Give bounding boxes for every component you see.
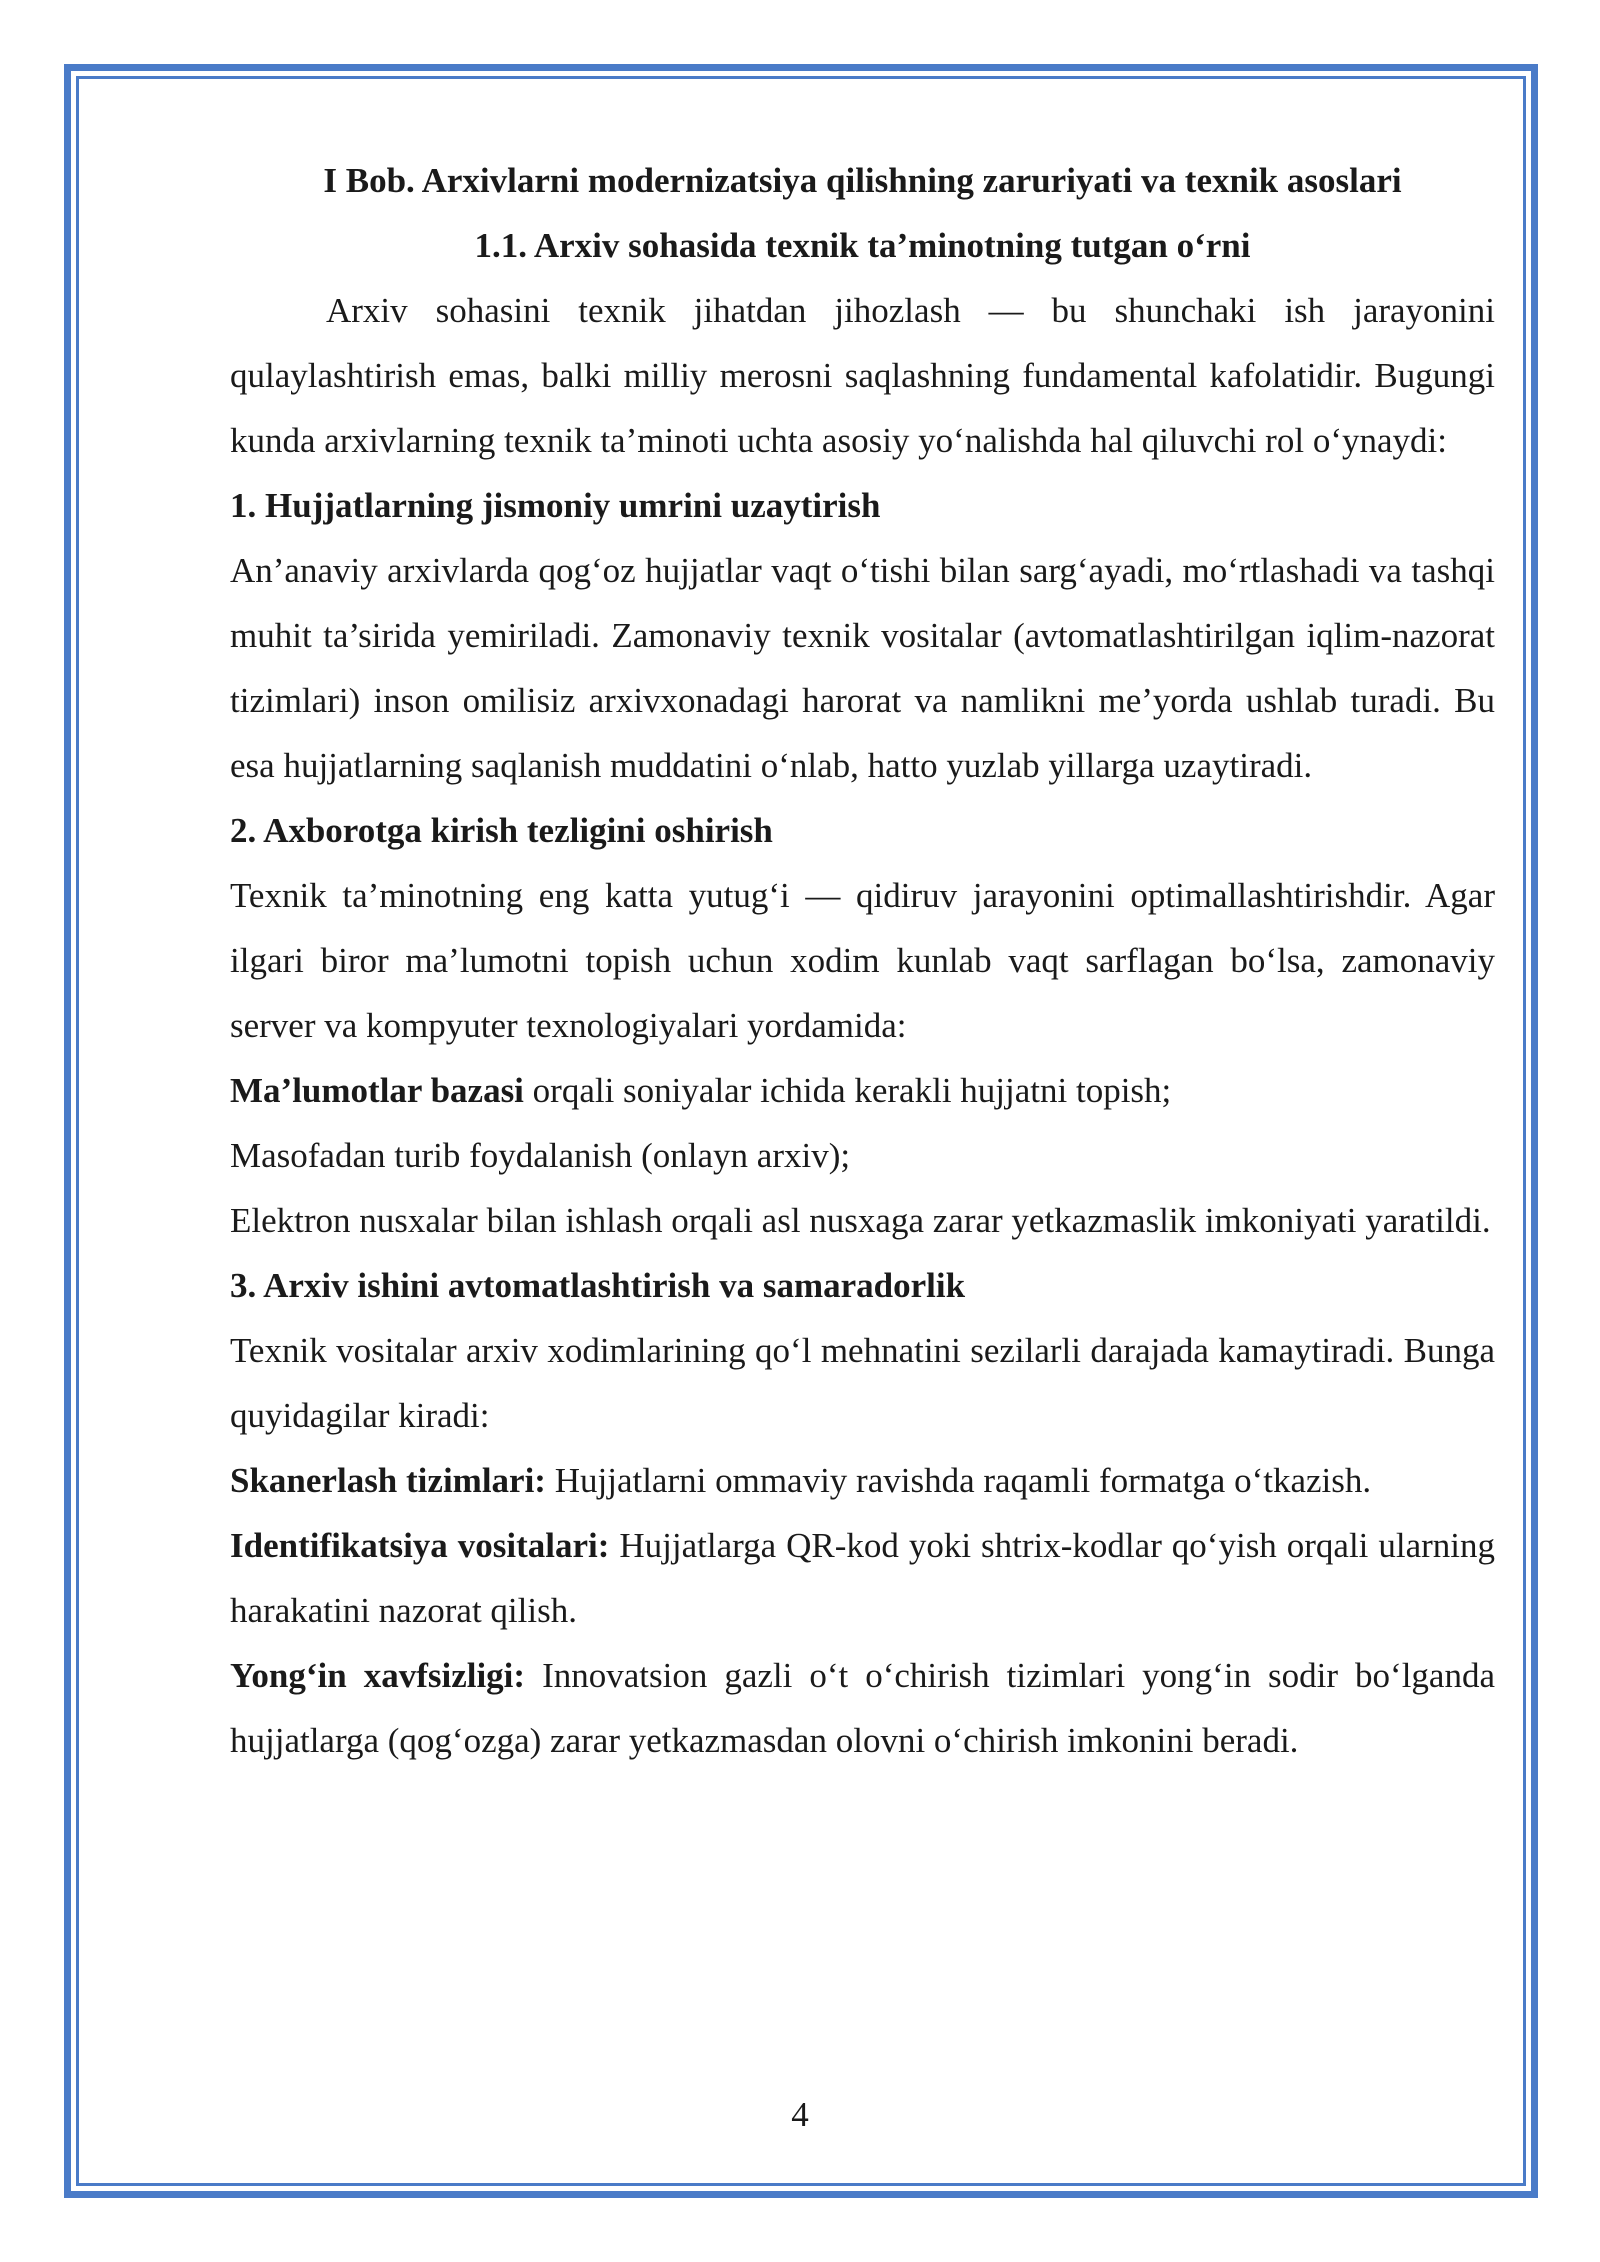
section-text-3: Texnik vositalar arxiv xodimlarining qo‘l mehnatini sezilarli darajada kamaytiradi. Bunga quyidagilar kiradi: [230, 1331, 1495, 1435]
list-item [230, 1448, 1495, 1513]
list-item [230, 1188, 1495, 1253]
list-item [230, 1058, 1495, 1123]
list-item-bold: Ma’lumotlar bazasi [230, 1071, 524, 1110]
list-item-bold: Skanerlash tizimlari: [230, 1461, 546, 1500]
page-number: 4 [791, 2095, 809, 2134]
document-body [230, 148, 1495, 1773]
list-item-text: Elektron nusxalar bilan ishlash orqali asl nusxaga zarar yetkazmaslik imkoniyati yaratildi. [230, 1201, 1491, 1240]
list-item [230, 1513, 1495, 1643]
list-item [230, 1643, 1495, 1773]
list-item-text: Masofadan turib foydalanish (onlayn arxiv); [230, 1136, 851, 1175]
chapter-title: I Bob. Arxivlarni modernizatsiya qilishning zaruriyati va texnik asoslari [323, 161, 1402, 200]
intro-paragraph: Arxiv sohasini texnik jihatdan jihozlash — bu shunchaki ish jarayonini qulaylashtirish emas, balki milliy merosni saqlashning fundamental kafolatidir. Bugungi kunda arxivlarning texnik ta’minoti uchta asosiy yo‘nalishda hal qiluvchi rol o‘ynaydi: [230, 291, 1495, 460]
section-text-1: An’anaviy arxivlarda qog‘oz hujjatlar vaqt o‘tishi bilan sarg‘ayadi, mo‘rtlashadi va tashqi muhit ta’sirida yemiriladi. Zamonaviy texnik vositalar (avtomatlashtirilgan iqlim-nazorat tizimlari) inson omilisiz arxivxonadagi harorat va namlikni me’yorda ushlab turadi. Bu esa hujjatlarning saqlanish muddatini o‘nlab, hatto yuzlab yillarga uzaytiradi. [230, 551, 1495, 785]
list-item-bold: Identifikatsiya vositalari: [230, 1526, 610, 1565]
list-item-text: Hujjatlarga QR-kod yoki shtrix-kodlar qo‘yish orqali ularning harakatini nazorat qilish. [230, 1526, 1496, 1630]
section-text-2: Texnik ta’minotning eng katta yutug‘i — qidiruv jarayonini optimallashtirishdir. Agar ilgari biror ma’lumotni topish uchun xodim kunlab vaqt sarflagan bo‘lsa, zamonaviy server va kompyuter texnologiyalari yordamida: [230, 876, 1495, 1045]
section-heading-1: 1. Hujjatlarning jismoniy umrini uzaytirish [230, 486, 881, 525]
list-item-text: Innovatsion gazli o‘t o‘chirish tizimlari yong‘in sodir bo‘lganda hujjatlarga (qog‘ozga) zarar yetkazmasdan olovni o‘chirish imkonini beradi. [230, 1656, 1496, 1760]
list-item-bold: Yong‘in xavfsizligi: [230, 1656, 526, 1695]
section-heading-3: 3. Arxiv ishini avtomatlashtirish va samaradorlik [230, 1266, 966, 1305]
list-item-text: Hujjatlarni ommaviy ravishda raqamli formatga o‘tkazish. [545, 1461, 1372, 1500]
section-heading-2: 2. Axborotga kirish tezligini oshirish [230, 811, 773, 850]
list-item-text: orqali soniyalar ichida kerakli hujjatni topish; [523, 1071, 1172, 1110]
list-item [230, 1123, 1495, 1188]
section-title: 1.1. Arxiv sohasida texnik ta’minotning tutgan o‘rni [474, 226, 1251, 265]
